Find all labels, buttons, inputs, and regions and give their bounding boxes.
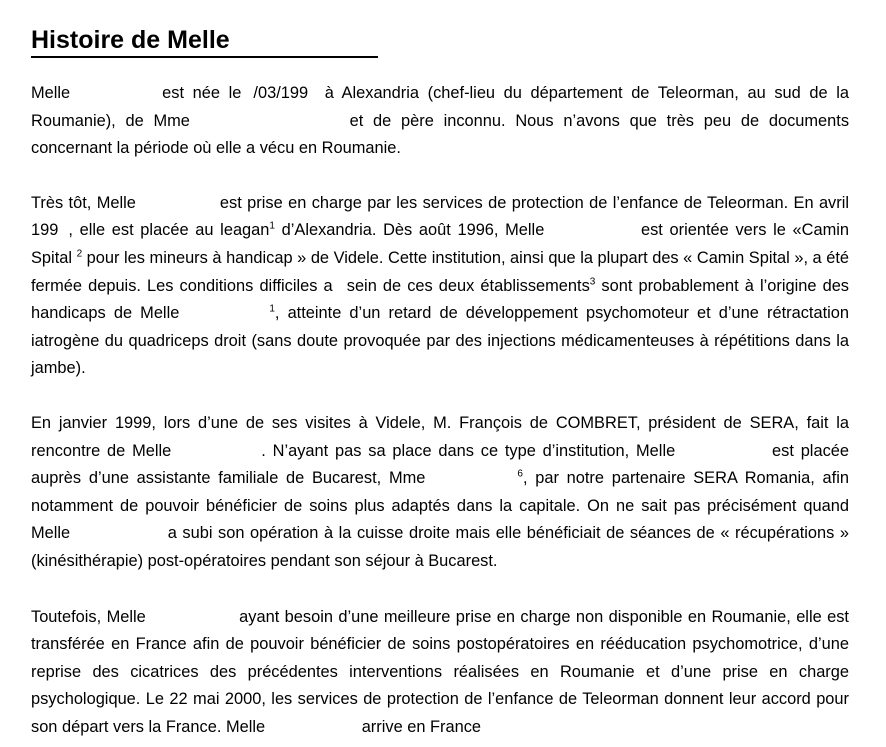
document-page <box>31 0 849 741</box>
redacted-text <box>308 86 316 98</box>
text-run: Très tôt, Melle <box>31 193 136 212</box>
document-title <box>31 24 378 58</box>
footnote-ref: 1 <box>269 303 275 315</box>
text-run: est placée auprès d’une assistante familiale de Bucarest, Mme <box>31 441 849 488</box>
footnote-ref: 2 <box>76 248 83 260</box>
text-run: a subi son opération à la cuisse droite mais elle bénéficiait de séances de « récupérations » (kinésithérapie) post-opératoires pendant son séjour à Bucarest. <box>31 524 849 570</box>
document-title-text: Histoire de Melle <box>31 26 230 54</box>
text-run: arrive en France <box>357 717 482 736</box>
text-run: , atteinte d’un retard de développement psychomoteur et d’une rétractation iatrogène du quadriceps droit (sans doute provoquée par des injections médicamenteuses à répétitions dans la jambe). <box>31 304 850 378</box>
redacted-text <box>58 223 68 235</box>
text-run: , elle est placée au leagan <box>68 221 270 240</box>
text-run: est née le <box>162 84 242 102</box>
redacted-text <box>171 444 261 456</box>
text-run: est orientée vers le «Camin Spital <box>31 221 849 267</box>
text-run: d’Alexandria. Dès août 1996, Melle <box>274 221 545 240</box>
redacted-text <box>265 720 357 732</box>
text-run: et de père inconnu. Nous n’avons que très peu de documents concernant la période où elle a vécu en Roumanie. <box>31 111 850 158</box>
text-run: est prise en charge par les services de protection de l’enfance de Teleorman. En avril 199 <box>31 193 849 240</box>
redacted-text <box>241 86 253 98</box>
redacted-text <box>70 526 162 538</box>
text-run: pour les mineurs à handicap » de Videle. Cette institution, ainsi que la plupart des « Camin Spital », a été fermée depuis. Les conditions difficiles a <box>31 248 850 295</box>
redacted-text <box>333 279 341 291</box>
redacted-text <box>136 196 220 208</box>
paragraph-4 <box>31 604 849 742</box>
text-run: Melle <box>31 84 71 102</box>
redacted-text <box>675 444 765 456</box>
redacted-text <box>70 86 162 98</box>
paragraph-3 <box>31 410 849 576</box>
text-run: , par notre partenaire SERA Romania, afin notamment de pouvoir bénéficier de soins plus adaptés dans la capitale. On ne sait pas précisément quand Melle <box>31 469 849 543</box>
redacted-text <box>544 223 634 235</box>
text-run: En janvier 1999, lors d’une de ses visites à Videle, M. François de COMBRET, président de SERA, fait la rencontre de Melle <box>31 413 849 460</box>
text-run: sein de ces deux établissements <box>340 276 590 295</box>
redacted-text <box>190 114 340 126</box>
footnote-ref: 6 <box>517 468 523 480</box>
paragraph-2 <box>31 190 849 383</box>
footnote-ref: 3 <box>589 276 596 288</box>
redacted-text <box>425 471 517 483</box>
paragraph-1 <box>31 80 849 163</box>
text-run: sont probablement à l’origine des handicaps de Melle <box>31 276 850 323</box>
text-run: /03/199 <box>253 84 309 102</box>
text-run: Toutefois, Melle <box>31 607 146 626</box>
footnote-ref: 1 <box>269 220 275 232</box>
redacted-text <box>179 306 269 318</box>
text-run: à Alexandria (chef-lieu du département de Teleorman, au sud de la Roumanie), de Mme <box>31 84 849 130</box>
redacted-text <box>146 610 234 622</box>
text-run: ayant besoin d’une meilleure prise en charge non disponible en Roumanie, elle est transférée en France afin de pouvoir bénéficier de soins postopératoires en rééducation psychomotrice, d’une reprise des cicatrices des précédentes interventions réalisées en Roumanie et d’une prise en charge psychologique. Le 22 mai 2000, les services de protection de l’enfance de Teleorman donnent leur accord pour son départ vers la France. Melle <box>31 607 849 736</box>
text-run: . N’ayant pas sa place dans ce type d’institution, Melle <box>261 441 676 460</box>
